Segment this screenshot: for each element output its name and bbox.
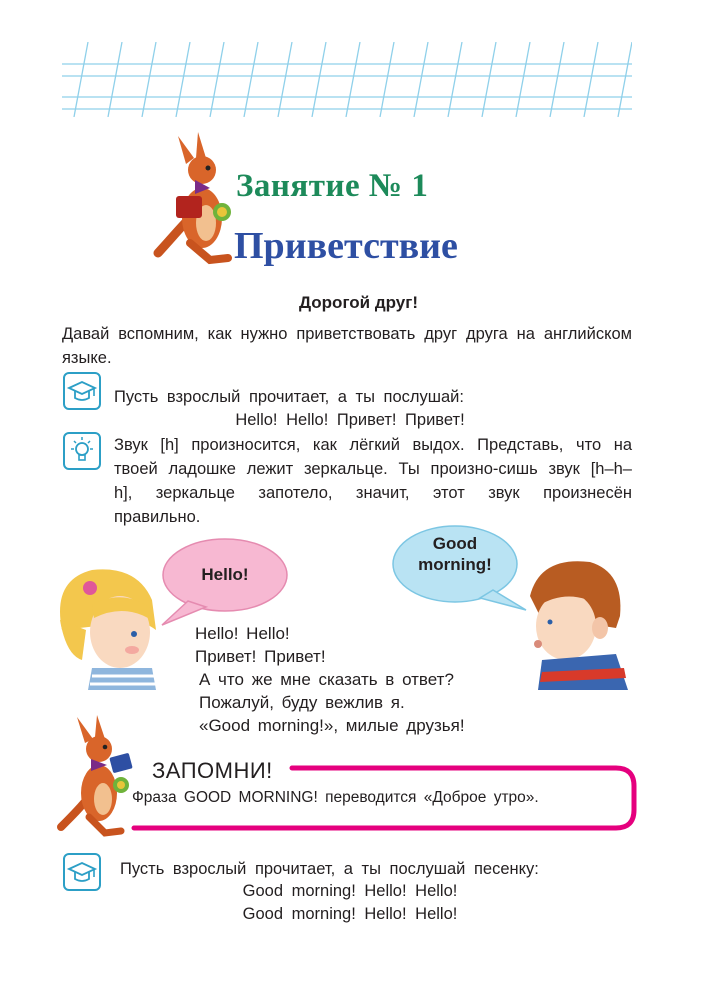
listen-instruction: Пусть взрослый прочитает, а ты послушай: [114, 388, 464, 406]
boy-bubble-text [400, 533, 510, 575]
tip-text: Звук [h] произносится, как лёгкий выдох. Представь, что на твоей ладошке лежит зеркальце. Ты произно-сишь звук [h–h–h], зеркальце запотело, значит, этот звук произнесён правильно. [114, 436, 632, 526]
graduation-cap-icon [63, 372, 101, 410]
lesson-topic: Приветствие [234, 225, 458, 267]
listen-phrase: Hello! Hello! Привет! Привет! [235, 411, 465, 429]
boy-bubble-line2: morning! [418, 555, 492, 574]
intro-text: Давай вспомним, как нужно приветствовать друг друга на английском языке. [62, 325, 632, 367]
remember-heading: ЗАПОМНИ! [152, 758, 273, 783]
poem-line-4: Пожалуй, буду вежлив я. [199, 693, 405, 712]
poem-line-1: Hello! Hello! [195, 624, 290, 643]
light-bulb-icon [63, 432, 101, 470]
poem-line-2: Привет! Привет! [195, 647, 326, 666]
poem-line-3: А что же мне сказать в ответ? [199, 670, 454, 689]
song-lyrics [150, 880, 550, 926]
girl-illustration [52, 560, 164, 690]
song-line-1: Good morning! Hello! Hello! [242, 882, 458, 900]
kangaroo-mascot [150, 128, 240, 268]
greeting-heading: Дорогой друг! [298, 293, 419, 312]
remember-text: Фраза GOOD MORNING! переводится «Доброе утро». [132, 789, 539, 806]
lesson-title: Занятие № 1 [236, 168, 429, 204]
poem-line-5: «Good morning!», милые друзья! [199, 716, 465, 735]
song-instruction: Пусть взрослый прочитает, а ты послушай песенку: [120, 860, 539, 878]
boy-bubble-line1: Good [432, 534, 478, 553]
poem [195, 622, 540, 737]
graduation-cap-icon [63, 853, 101, 891]
girl-bubble-text: Hello! [201, 565, 249, 584]
handwriting-ruled-lines [62, 42, 632, 117]
song-line-2: Good morning! Hello! Hello! [242, 905, 458, 923]
